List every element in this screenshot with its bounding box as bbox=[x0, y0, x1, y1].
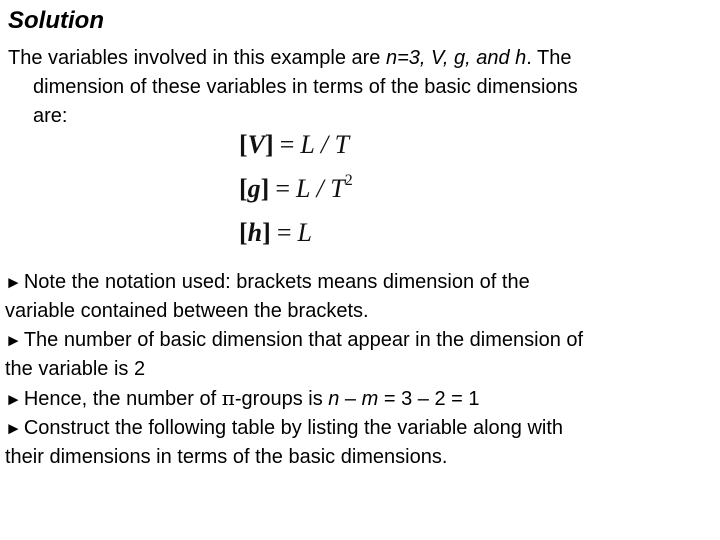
bullet-text: = 3 – 2 = 1 bbox=[378, 388, 480, 410]
bracket-open: [ bbox=[239, 130, 248, 159]
bullet-pi-groups bbox=[5, 384, 715, 414]
bullet-construct-table bbox=[5, 414, 715, 443]
bullet-arrow-icon: ► bbox=[5, 390, 22, 409]
variable-n: n bbox=[328, 388, 340, 410]
intro-paragraph bbox=[8, 44, 708, 131]
bullet-basic-dimensions-cont: the variable is 2 bbox=[5, 358, 146, 380]
bullet-arrow-icon: ► bbox=[5, 331, 22, 350]
equation-rhs: L bbox=[297, 218, 312, 247]
bullet-text: Note the notation used: brackets means dimension of the bbox=[23, 271, 530, 293]
bullet-arrow-icon: ► bbox=[5, 419, 22, 438]
equals-sign: = bbox=[275, 174, 291, 203]
slide-title: Solution bbox=[8, 7, 104, 34]
pi-symbol: π bbox=[221, 386, 235, 410]
equation-rhs: L / T bbox=[296, 174, 345, 203]
intro-text: The variables involved in this example are bbox=[8, 47, 386, 69]
equation-rhs: L / T bbox=[300, 130, 350, 159]
bullet-list bbox=[5, 268, 715, 472]
equals-sign: = bbox=[279, 130, 295, 159]
equation-symbol: V bbox=[247, 130, 266, 159]
bullet-text: The number of basic dimension that appear in the dimension of bbox=[23, 329, 584, 351]
intro-text: . The bbox=[526, 47, 572, 69]
intro-line-1 bbox=[8, 44, 708, 73]
bracket-close: ] bbox=[260, 174, 270, 203]
bullet-basic-dimensions bbox=[5, 326, 715, 355]
bullet-text: -groups is bbox=[234, 388, 329, 410]
intro-line-2: dimension of these variables in terms of the basic dimensions bbox=[33, 76, 578, 98]
bracket-open: [ bbox=[239, 174, 248, 203]
bullet-notation-cont: variable contained between the brackets. bbox=[5, 300, 369, 322]
equation-exponent: 2 bbox=[344, 172, 353, 189]
equals-sign: = bbox=[276, 218, 292, 247]
bullet-notation bbox=[5, 268, 715, 297]
bullet-arrow-icon: ► bbox=[5, 273, 22, 292]
equation-h bbox=[239, 210, 312, 247]
equation-symbol: g bbox=[247, 174, 261, 203]
equation-g bbox=[239, 166, 353, 203]
variable-m: m bbox=[361, 388, 379, 410]
bullet-construct-table-cont: their dimensions in terms of the basic dimensions. bbox=[5, 446, 448, 468]
equation-v bbox=[239, 122, 350, 159]
bracket-open: [ bbox=[239, 218, 248, 247]
bullet-text: Construct the following table by listing the variable along with bbox=[23, 417, 564, 439]
bracket-close: ] bbox=[265, 130, 274, 159]
dimension-equations bbox=[239, 120, 399, 245]
equation-symbol: h bbox=[247, 218, 263, 247]
intro-variables: n=3, V, g, and h bbox=[385, 47, 527, 69]
minus-sign: – bbox=[339, 388, 362, 410]
intro-line-3: are: bbox=[33, 105, 68, 127]
bracket-close: ] bbox=[262, 218, 271, 247]
bullet-text: Hence, the number of bbox=[23, 388, 222, 410]
